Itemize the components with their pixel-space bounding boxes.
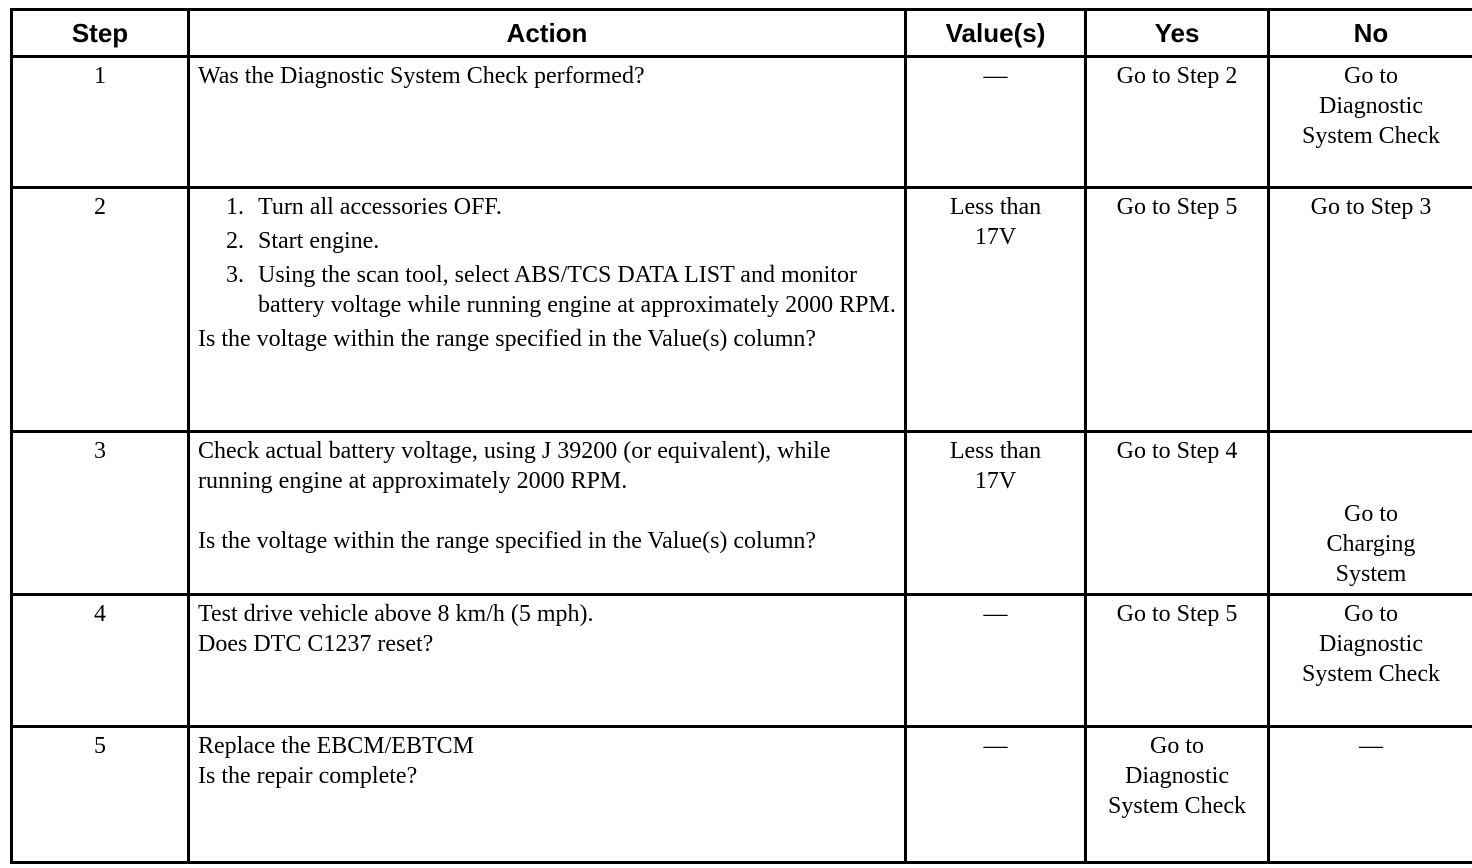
no-cell: Go to Diagnostic System Check — [1269, 595, 1472, 727]
diagnostic-table — [10, 8, 1472, 864]
value-cell: Less than 17V — [906, 188, 1086, 432]
action-question: Is the repair complete? — [198, 763, 418, 789]
action-steps-list — [198, 192, 896, 320]
step-number: 3 — [12, 432, 189, 595]
header-action: Action — [189, 10, 906, 57]
action-cell — [189, 188, 906, 432]
step-number: 1 — [12, 57, 189, 188]
table-row — [12, 595, 1472, 727]
header-step: Step — [12, 10, 189, 57]
no-cell: — — [1269, 727, 1472, 863]
yes-cell: Go to Step 4 — [1086, 432, 1269, 595]
step-number: 4 — [12, 595, 189, 727]
yes-cell: Go to Step 2 — [1086, 57, 1269, 188]
header-row — [12, 10, 1472, 57]
list-item: 1. Turn all accessories OFF. — [226, 194, 502, 220]
value-cell: — — [906, 57, 1086, 188]
table-row — [12, 57, 1472, 188]
header-values: Value(s) — [906, 10, 1086, 57]
table-row — [12, 727, 1472, 863]
yes-cell: Go to Step 5 — [1086, 595, 1269, 727]
action-text: Test drive vehicle above 8 km/h (5 mph). — [198, 601, 594, 627]
table-row — [12, 188, 1472, 432]
list-item: 3. Using the scan tool, select ABS/TCS DATA LIST and monitor battery voltage while running engine at approximately 2000 RPM. — [226, 262, 896, 318]
action-cell — [189, 57, 906, 188]
list-item: 2. Start engine. — [226, 228, 380, 254]
action-cell — [189, 727, 906, 863]
no-cell: Go to Diagnostic System Check — [1269, 57, 1472, 188]
value-cell: — — [906, 595, 1086, 727]
action-question: Is the voltage within the range specified in the Value(s) column? — [198, 528, 817, 554]
action-cell — [189, 595, 906, 727]
action-question: Is the voltage within the range specified in the Value(s) column? — [198, 326, 817, 352]
action-question: Does DTC C1237 reset? — [198, 631, 434, 657]
header-no: No — [1269, 10, 1472, 57]
yes-cell: Go to Diagnostic System Check — [1086, 727, 1269, 863]
yes-cell: Go to Step 5 — [1086, 188, 1269, 432]
table-row — [12, 432, 1472, 595]
step-number: 2 — [12, 188, 189, 432]
no-cell: Go to Step 3 — [1269, 188, 1472, 432]
action-text: Replace the EBCM/EBTCM — [198, 733, 474, 759]
action-text: Was the Diagnostic System Check performed? — [198, 63, 645, 89]
action-cell — [189, 432, 906, 595]
step-number: 5 — [12, 727, 189, 863]
action-text: Check actual battery voltage, using J 39200 (or equivalent), while running engine at approximately 2000 RPM. — [198, 438, 831, 494]
no-cell: Go to Charging System — [1269, 432, 1472, 595]
value-cell: — — [906, 727, 1086, 863]
header-yes: Yes — [1086, 10, 1269, 57]
value-cell: Less than 17V — [906, 432, 1086, 595]
